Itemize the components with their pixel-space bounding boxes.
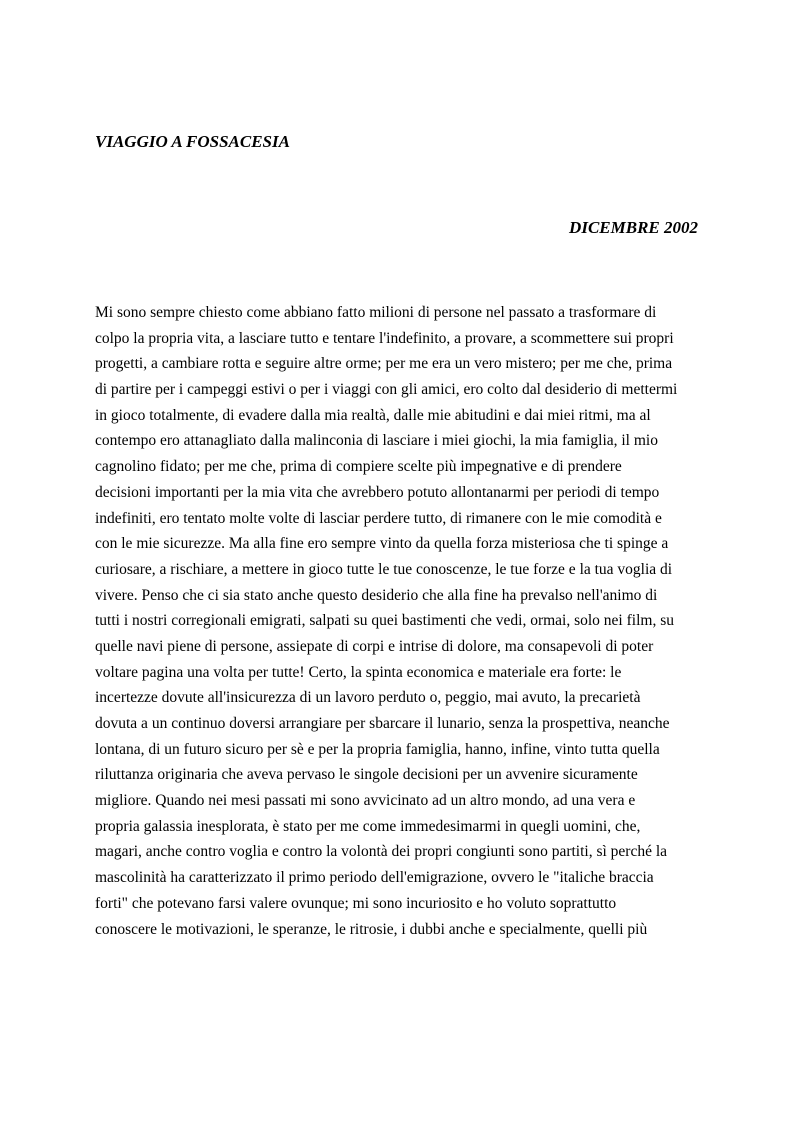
document-date: DICEMBRE 2002 [569, 218, 698, 237]
text-line: conoscere le motivazioni, le speranze, le ritrosie, i dubbi anche e specialmente, quelli più [95, 920, 648, 938]
text-line: con le mie sicurezze. Ma alla fine ero sempre vinto da quella forza misteriosa che ti spinge a [95, 535, 669, 553]
text-line: decisioni importanti per la mia vita che avrebbero potuto allontanarmi per periodi di tempo [95, 483, 660, 501]
text-line: progetti, a cambiare rotta e seguire altre orme; per me era un vero mistero; per me che, prima [95, 355, 673, 373]
document-title: VIAGGIO A FOSSACESIA [95, 132, 290, 151]
text-line: migliore. Quando nei mesi passati mi sono avvicinato ad un altro mondo, ad una vera e [95, 792, 636, 810]
text-line: in gioco totalmente, di evadere dalla mia realtà, dalle mie abitudini e dai miei ritmi, ma al [95, 406, 651, 424]
text-line: dovuta a un continuo doversi arrangiare per sbarcare il lunario, senza la prospettiva, neanche [95, 715, 670, 732]
text-line: riluttanza originaria che aveva pervaso le singole decisioni per un avvenire sicuramente [95, 766, 638, 784]
text-line: lontana, di un futuro sicuro per sè e per la propria famiglia, hanno, infine, vinto tutta quella [95, 740, 660, 758]
text-line: tutti i nostri corregionali emigrati, salpati su quei bastimenti che vedi, ormai, solo nei film, su [95, 612, 674, 630]
text-line: contempo ero attanagliato dalla malinconia di lasciare i miei giochi, la mia famiglia, il mio [95, 432, 658, 450]
text-line: Mi sono sempre chiesto come abbiano fatto milioni di persone nel passato a trasformare di [95, 304, 657, 321]
body-paragraph [95, 300, 699, 942]
text-line: colpo la propria vita, a lasciare tutto e tentare l'indefinito, a provare, a scommettere sui propri [95, 329, 674, 347]
text-line: cagnolino fidato; per me che, prima di compiere scelte più impegnative e di prendere [95, 458, 622, 476]
text-line: vivere. Penso che ci sia stato anche questo desiderio che alla fine ha prevalso nell'animo di [95, 586, 658, 604]
text-line: quelle navi piene di persone, assiepate di corpi e intrise di dolore, ma consapevoli di poter [95, 637, 654, 655]
text-line: propria galassia inesplorata, è stato per me come immedesimarmi in quegli uomini, che, [95, 817, 641, 835]
text-line: incertezze dovute all'insicurezza di un lavoro perduto o, peggio, mai avuto, la precarietà [95, 689, 641, 707]
text-line: di partire per i campeggi estivi o per i viaggi con gli amici, ero colto dal desiderio di mettermi [95, 381, 678, 399]
text-line: indefiniti, ero tentato molte volte di lasciar perdere tutto, di rimanere con le mie comodità e [95, 509, 662, 527]
text-line: curiosare, a rischiare, a mettere in gioco tutte le tue conoscenze, le tue forze e la tua voglia di [95, 560, 673, 578]
text-line: mascolinità ha caratterizzato il primo periodo dell'emigrazione, ovvero le "italiche braccia [95, 869, 654, 887]
text-line: forti" che potevano farsi valere ovunque; mi sono incuriosito e ho voluto soprattutto [95, 894, 617, 912]
text-line: voltare pagina una volta per tutte! Certo, la spinta economica e materiale era forte: le [95, 663, 622, 681]
text-line: magari, anche contro voglia e contro la volontà dei propri congiunti sono partiti, sì perché la [95, 843, 668, 861]
